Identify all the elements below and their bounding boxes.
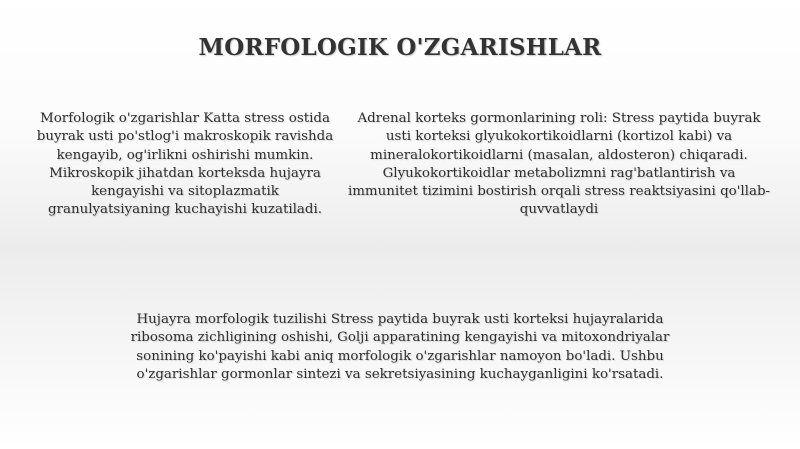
cell-morphology-text: Hujayra morfologik tuzilishi Stress paytida buyrak usti korteksi hujayralarida ribosoma zichligining oshishi, Golji apparatining kengayishi va mitoxondriyalar sonining ko'payishi kabi aniq morfologik o'zgarishlar namoyon bo'ladi. Ushbu o'zgarishlar gormonlar sintezi va sekretsiyasining kuchayganligini ko'rsatadi.: [130, 312, 670, 382]
slide-title: MORFOLOGIK O'ZGARISHLAR: [198, 34, 602, 61]
adrenal-cortex-hormones-text: Adrenal korteks gormonlarining roli: Stress paytida buyrak usti korteksi glyukokortikoidlarni (kortizol kabi) va mineralokortikoidlarni (masalan, aldosteron) chiqaradi. Glyukokortikoidlar metabolizmni rag'batlantirish va immunitet tizimini bostirish orqali stress reaktsiyasini qo'llab-quvvatlaydi: [347, 111, 771, 218]
morphological-changes-text: Morfologik o'zgarishlar Katta stress ostida buyrak usti po'stlog'i makroskopik ravishda kengayib, og'irlikni oshirishi mumkin. Mikroskopik jihatdan korteksda hujayra kengayishi va sitoplazmatik granulyatsiyaning kuchayishi kuzatiladi.: [36, 111, 334, 218]
